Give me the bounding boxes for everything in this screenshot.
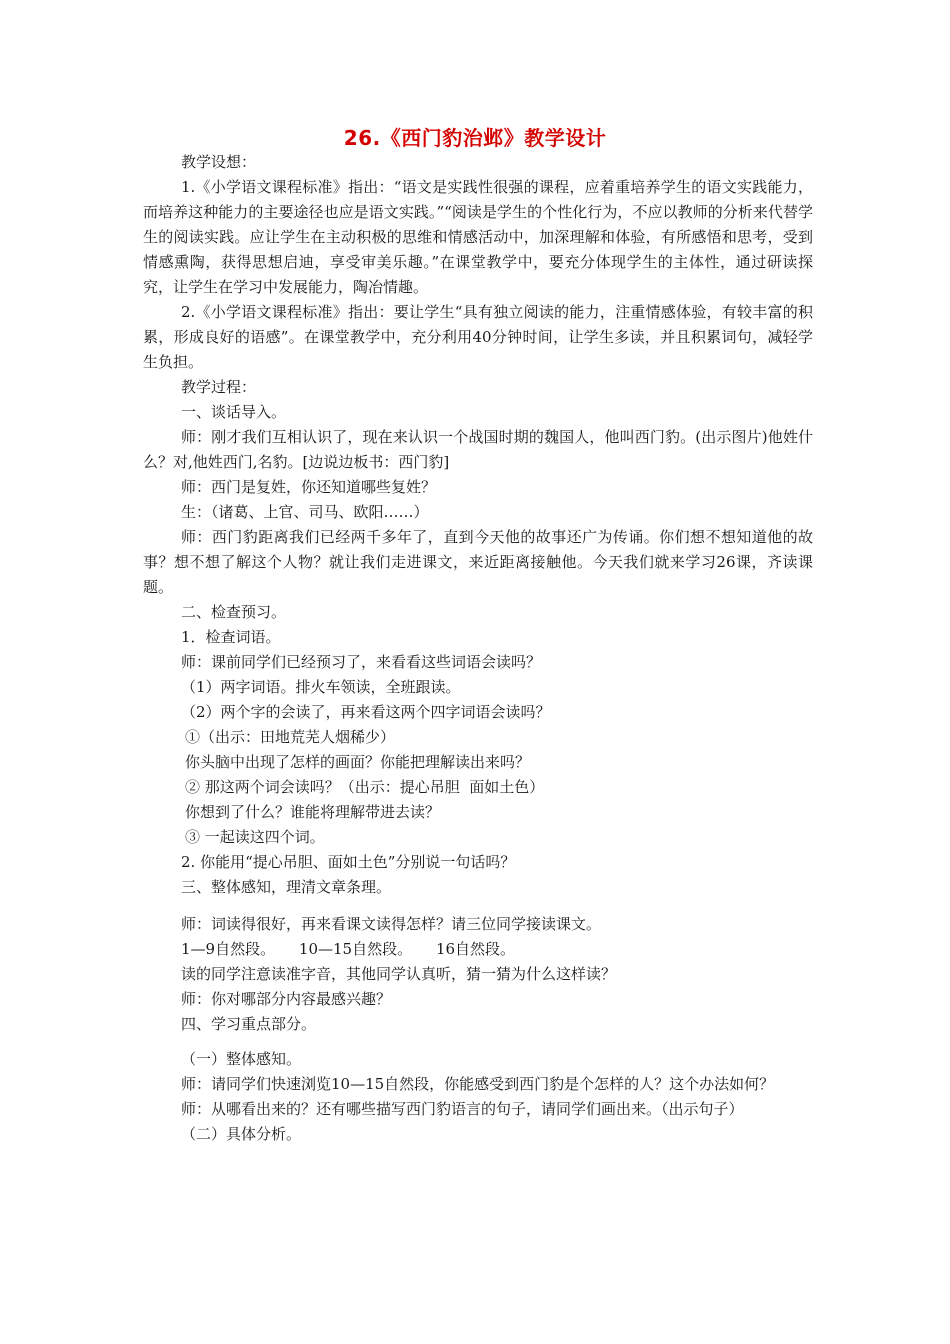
paragraph: 师：词读得很好，再来看课文读得怎样？请三位同学接读课文。: [181, 915, 602, 933]
list-item: 你想到了什么？谁能将理解带进去读？: [185, 803, 441, 821]
paragraph: 2.《小学语文课程标准》指出：要让学生“具有独立阅读的能力，注重情感体验，有较丰富的积累，形成良好的语感”。在课堂教学中，充分利用40分钟时间，让学生多读，并且积累词句，减轻学生负担。: [143, 303, 813, 371]
paragraph: 师：西门是复姓，你还知道哪些复姓？: [181, 478, 437, 496]
paragraph: 师：课前同学们已经预习了，来看看这些词语会读吗？: [181, 653, 542, 671]
paragraph: 师：从哪看出来的？还有哪些描写西门豹语言的句子，请同学们画出来。（出示句子）: [181, 1100, 744, 1118]
paragraph: 师：西门豹距离我们已经两千多年了，直到今天他的故事还广为传诵。你们想不想知道他的故事？想不想了解这个人物？就让我们走进课文，来近距离接触他。今天我们就来学习26课，齐读课题。: [143, 528, 813, 596]
paragraph: 师：请同学们快速浏览10—15自然段，你能感受到西门豹是个怎样的人？这个办法如何？: [181, 1075, 775, 1093]
section-heading-design: 教学设想：: [181, 153, 257, 171]
list-item: （2）两个字的会读了，再来看这两个四字词语会读吗？: [181, 703, 551, 721]
step-heading: 一、谈话导入。: [181, 403, 287, 421]
document-body: [143, 150, 813, 1147]
list-item: （1）两字词语。排火车领读，全班跟读。: [181, 678, 461, 696]
sub-heading: （二）具体分析。: [181, 1125, 302, 1143]
paragraph: 读的同学注意读准字音，其他同学认真听，猜一猜为什么这样读？: [181, 965, 617, 983]
list-item: ② 那这两个词会读吗？（出示：提心吊胆 面如土色）: [185, 778, 545, 796]
paragraph: 1—9自然段。 10—15自然段。 16自然段。: [181, 940, 516, 958]
document-title: 26.《西门豹治邺》教学设计: [343, 126, 607, 150]
paragraph: 生：（诸葛、上官、司马、欧阳……）: [181, 503, 429, 521]
step-heading: 三、整体感知，理清文章条理。: [181, 878, 392, 896]
sub-heading: 1．检查词语。: [181, 628, 281, 646]
paragraph: 1.《小学语文课程标准》指出：“语文是实践性很强的课程，应着重培养学生的语文实践能力，而培养这种能力的主要途径也应是语文实践。”“阅读是学生的个性化行为，不应以教师的分析来代替学生的阅读实践。应让学生在主动积极的思维和情感活动中，加深理解和体验，有所感悟和思考，受到情感熏陶，获得思想启迪，享受审美乐趣。”在课堂教学中，要充分体现学生的主体性，通过研读探究，让学生在学习中发展能力，陶冶情趣。: [143, 178, 813, 296]
paragraph: 师：刚才我们互相认识了，现在来认识一个战国时期的魏国人，他叫西门豹。(出示图片)他姓什么？对,他姓西门,名豹。[边说边板书：西门豹]: [143, 428, 813, 471]
list-item: ③ 一起读这四个词。: [185, 828, 325, 846]
paragraph: 师：你对哪部分内容最感兴趣？: [181, 990, 392, 1008]
sub-heading: （一）整体感知。: [181, 1050, 302, 1068]
list-item: 你头脑中出现了怎样的画面？你能把理解读出来吗？: [185, 753, 531, 771]
sub-heading: 2. 你能用“提心吊胆、面如土色”分别说一句话吗？: [181, 853, 516, 871]
list-item: ①（出示：田地荒芜人烟稀少）: [185, 728, 396, 746]
step-heading: 四、学习重点部分。: [181, 1015, 317, 1033]
step-heading: 二、检查预习。: [181, 603, 287, 621]
section-heading-process: 教学过程：: [181, 378, 257, 396]
